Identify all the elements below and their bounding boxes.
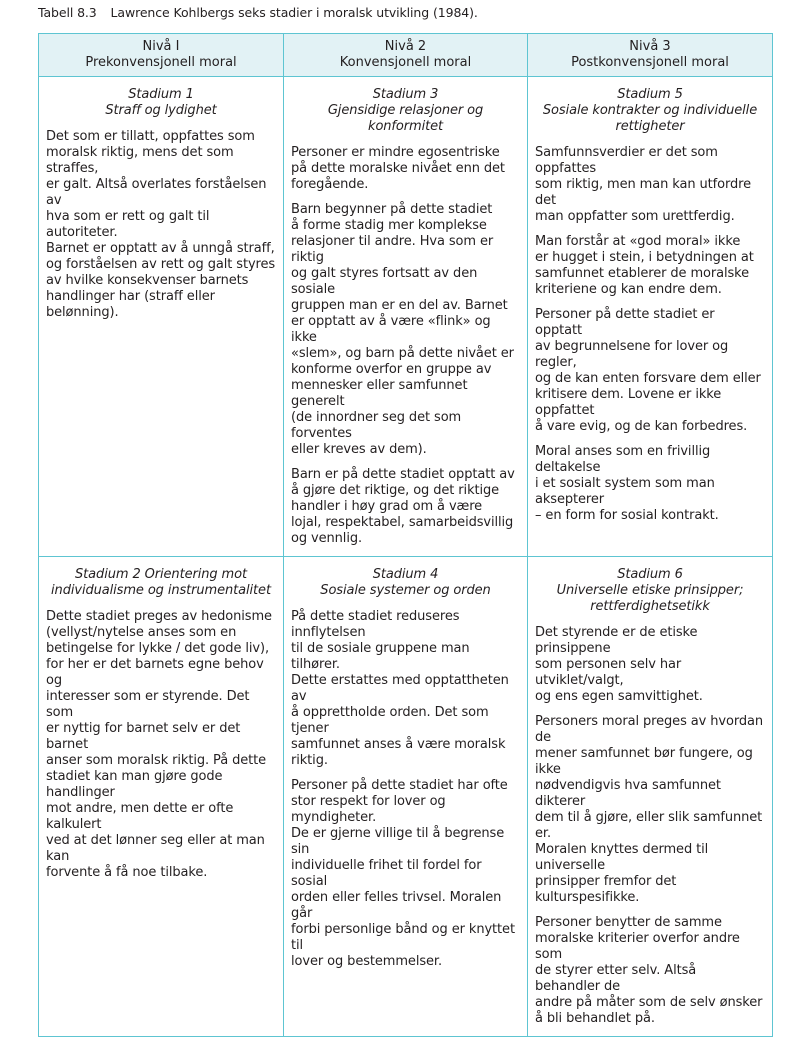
paragraph-line: til de sosiale gruppene man tilhører. — [291, 641, 470, 672]
stage-cell — [284, 77, 528, 557]
stage-title — [291, 87, 520, 135]
paragraph-line: som riktig, men man kan utfordre det — [535, 177, 751, 208]
stage-paragraph — [291, 202, 520, 458]
paragraph-line: Dette erstattes med opptattheten av — [291, 673, 509, 704]
header-level-name: Prekonvensjonell moral — [85, 55, 237, 70]
stage-title-line: Universelle etiske prinsipper; — [556, 583, 744, 598]
paragraph-line: nødvendigvis hva samfunnet dikterer — [535, 778, 721, 809]
stage-title — [46, 87, 276, 119]
paragraph-line: Man forstår at «god moral» ikke — [535, 234, 741, 249]
paragraph-line: er galt. Altså overlates forståelsen av — [46, 177, 267, 208]
paragraph-line: i et sosialt system som man aksepterer — [535, 476, 715, 507]
stage-title-line: Sosiale kontrakter og individuelle — [542, 103, 758, 118]
stage-title — [46, 567, 276, 599]
paragraph-line: er opptatt av å være «flink» og ikke — [291, 314, 491, 345]
stage-paragraph — [291, 467, 520, 547]
paragraph-line: og forståelsen av rett og galt styres — [46, 257, 276, 272]
header-level-label: Nivå I — [142, 39, 180, 54]
stage-paragraph — [535, 234, 765, 298]
stage-cell — [284, 557, 528, 1037]
stage-title-line: rettigheter — [615, 119, 685, 134]
paragraph-line: Samfunnsverdier er det som oppfattes — [535, 145, 718, 176]
stage-title-line: Sosiale systemer og orden — [320, 583, 491, 598]
caption-number: Tabell 8.3 — [38, 5, 97, 20]
paragraph-line: for her er det barnets egne behov og — [46, 657, 264, 688]
paragraph-line: Barn begynner på dette stadiet — [291, 202, 493, 217]
stage-paragraph — [535, 444, 765, 524]
paragraph-line: Barnet er opptatt av å unngå straff, — [46, 241, 275, 256]
paragraph-line: hva som er rett og galt til autoriteter. — [46, 209, 210, 240]
paragraph-line: De er gjerne villige til å begrense sin — [291, 826, 505, 857]
paragraph-line: Personers moral preges av hvordan de — [535, 714, 764, 745]
stage-title-line: Gjensidige relasjoner og konformitet — [327, 103, 484, 134]
paragraph-line: å opprettholde orden. Det som tjener — [291, 705, 489, 736]
kohlberg-stages-table — [38, 33, 773, 1037]
paragraph-line: prinsipper fremfor det kulturspesifikke. — [535, 874, 677, 905]
paragraph-line: er nyttig for barnet selv er det barnet — [46, 721, 241, 752]
header-level-name: Postkonvensjonell moral — [571, 55, 729, 70]
paragraph-line: lojal, respektabel, samarbeidsvillig — [291, 515, 514, 530]
stage-title-line: Stadium 1 — [128, 87, 194, 102]
paragraph-line: de styrer etter selv. Altså behandler de — [535, 963, 697, 994]
paragraph-line: å bli behandlet på. — [535, 1011, 655, 1026]
paragraph-line: interesser som er styrende. Det som — [46, 689, 250, 720]
paragraph-line: og de kan enten forsvare dem eller — [535, 371, 761, 386]
paragraph-line: forvente å få noe tilbake. — [46, 865, 208, 880]
stage-cell — [39, 557, 284, 1037]
paragraph-line: moralsk riktig, mens det som straffes, — [46, 145, 234, 176]
paragraph-line: moralske kriterier overfor andre som — [535, 931, 740, 962]
paragraph-line: eller kreves av dem). — [291, 442, 427, 457]
paragraph-line: anser som moralsk riktig. På dette — [46, 753, 267, 768]
paragraph-line: – en form for sosial kontrakt. — [535, 508, 719, 523]
paragraph-line: stor respekt for lover og myndigheter. — [291, 794, 446, 825]
paragraph-line: å vare evig, og de kan forbedres. — [535, 419, 748, 434]
stage-paragraph — [46, 609, 276, 881]
paragraph-line: Det som er tillatt, oppfattes som — [46, 129, 255, 144]
paragraph-line: Det styrende er de etiske prinsippene — [535, 625, 698, 656]
paragraph-line: lover og bestemmelser. — [291, 954, 442, 969]
stage-cell — [528, 557, 773, 1037]
stage-title-line: Stadium 5 — [617, 87, 683, 102]
stage-paragraph — [291, 145, 520, 193]
stage-title-line: Stadium 3 — [372, 87, 439, 102]
stage-title-line: Stadium 4 — [372, 567, 439, 582]
stage-title-line: Straff og lydighet — [105, 103, 217, 118]
stage-paragraph — [46, 129, 276, 321]
stage-title-line: Stadium 2 Orientering mot — [75, 567, 247, 582]
paragraph-line: forbi personlige bånd og er knyttet til — [291, 922, 515, 953]
stage-paragraph — [291, 609, 520, 769]
stage-cell — [528, 77, 773, 557]
paragraph-line: individuelle frihet til fordel for sosial — [291, 858, 482, 889]
paragraph-line: er hugget i stein, i betydningen at — [535, 250, 754, 265]
caption-title: Lawrence Kohlbergs seks stadier i moralsk utvikling (1984). — [110, 5, 478, 20]
paragraph-line: som personen selv har utviklet/valgt, — [535, 657, 682, 688]
paragraph-line: relasjoner til andre. Hva som er riktig — [291, 234, 494, 265]
paragraph-line: Personer er mindre egosentriske — [291, 145, 500, 160]
paragraph-line: og galt styres fortsatt av den sosiale — [291, 266, 478, 297]
paragraph-line: konforme overfor en gruppe av — [291, 362, 492, 377]
paragraph-line: å forme stadig mer komplekse — [291, 218, 487, 233]
stage-paragraph — [535, 625, 765, 705]
paragraph-line: (vellyst/nytelse anses som en — [46, 625, 237, 640]
paragraph-line: ved at det lønner seg eller at man kan — [46, 833, 265, 864]
paragraph-line: på dette moralske nivået enn det — [291, 161, 505, 176]
paragraph-line: man oppfatter som urettferdig. — [535, 209, 735, 224]
paragraph-line: gruppen man er en del av. Barnet — [291, 298, 508, 313]
header-level-label: Nivå 3 — [629, 39, 671, 54]
paragraph-line: foregående. — [291, 177, 369, 192]
table-caption — [38, 5, 478, 20]
paragraph-line: og vennlig. — [291, 531, 363, 546]
paragraph-line: Dette stadiet preges av hedonisme — [46, 609, 272, 624]
paragraph-line: Moralen knyttes dermed til universelle — [535, 842, 709, 873]
stage-title-line: individualisme og instrumentalitet — [51, 583, 271, 598]
paragraph-line: handler i høy grad om å være — [291, 499, 483, 514]
paragraph-line: samfunnet anses å være moralsk riktig. — [291, 737, 506, 768]
paragraph-line: kritisere dem. Lovene er ikke oppfattet — [535, 387, 722, 418]
paragraph-line: av begrunnelsene for lover og regler, — [535, 339, 729, 370]
stage-paragraph — [291, 778, 520, 970]
stage-title — [535, 87, 765, 135]
paragraph-line: mener samfunnet bør fungere, og ikke — [535, 746, 753, 777]
paragraph-line: Personer på dette stadiet har ofte — [291, 778, 508, 793]
stage-title-line: rettferdighetsetikk — [590, 599, 710, 614]
paragraph-line: betingelse for lykke / det gode liv), — [46, 641, 270, 656]
paragraph-line: kriteriene og kan endre dem. — [535, 282, 722, 297]
paragraph-line: å gjøre det riktige, og det riktige — [291, 483, 500, 498]
paragraph-line: handlinger har (straff eller belønning). — [46, 289, 215, 320]
paragraph-line: av hvilke konsekvenser barnets — [46, 273, 249, 288]
paragraph-line: Personer benytter de samme — [535, 915, 722, 930]
stage-paragraph — [535, 307, 765, 435]
paragraph-line: mennesker eller samfunnet generelt — [291, 378, 468, 409]
stage-paragraph — [535, 915, 765, 1027]
paragraph-line: (de innordner seg det som forventes — [291, 410, 462, 441]
paragraph-line: orden eller felles trivsel. Moralen går — [291, 890, 502, 921]
paragraph-line: Moral anses som en frivillig deltakelse — [535, 444, 711, 475]
stage-title — [535, 567, 765, 615]
paragraph-line: dem til å gjøre, eller slik samfunnet er. — [535, 810, 763, 841]
header-level-3 — [528, 34, 773, 77]
header-level-label: Nivå 2 — [384, 39, 427, 54]
paragraph-line: Personer på dette stadiet er opptatt — [535, 307, 715, 338]
stage-title — [291, 567, 520, 599]
paragraph-line: andre på måter som de selv ønsker — [535, 995, 763, 1010]
stage-cell — [39, 77, 284, 557]
paragraph-line: stadiet kan man gjøre gode handlinger — [46, 769, 223, 800]
stage-paragraph — [535, 714, 765, 906]
stage-paragraph — [535, 145, 765, 225]
header-level-name: Konvensjonell moral — [339, 55, 472, 70]
header-level-1 — [39, 34, 284, 77]
paragraph-line: mot andre, men dette er ofte kalkulert — [46, 801, 234, 832]
paragraph-line: «slem», og barn på dette nivået er — [291, 346, 514, 361]
header-level-2 — [284, 34, 528, 77]
paragraph-line: På dette stadiet reduseres innflytelsen — [291, 609, 460, 640]
stage-title-line: Stadium 6 — [617, 567, 683, 582]
paragraph-line: samfunnet etablerer de moralske — [535, 266, 750, 281]
paragraph-line: og ens egen samvittighet. — [535, 689, 703, 704]
paragraph-line: Barn er på dette stadiet opptatt av — [291, 467, 515, 482]
